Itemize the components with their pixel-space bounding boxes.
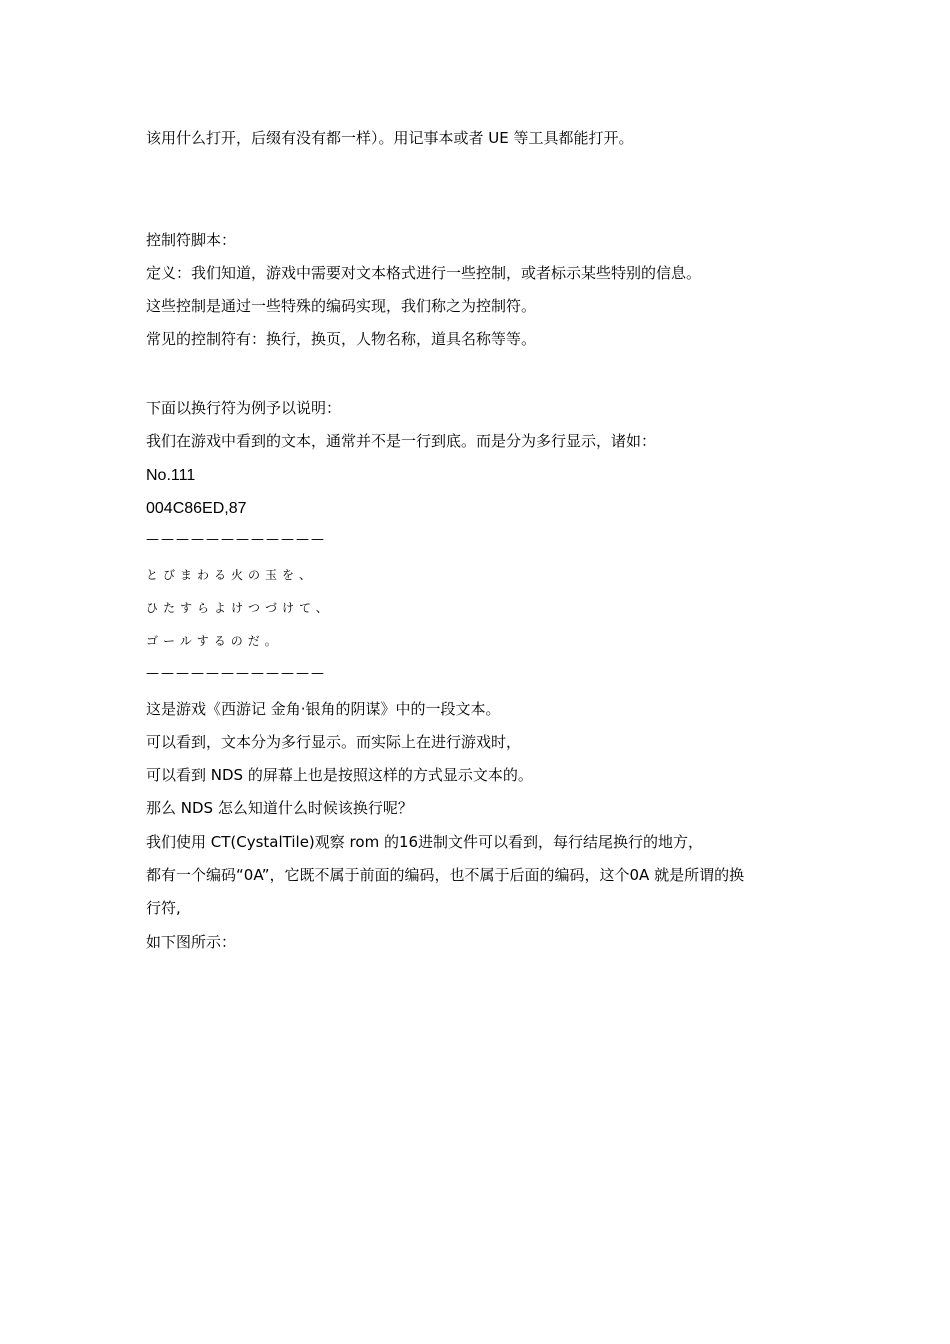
paragraph-hex-observation: 我们使用 CT(CystalTile)观察 rom 的16进制文件可以看到，每行结尾换行的地方， bbox=[146, 833, 704, 851]
paragraph-newline-char: 行符, bbox=[146, 899, 181, 917]
example-description: 我们在游戏中看到的文本，通常并不是一行到底。而是分为多行显示，诸如： bbox=[146, 432, 657, 450]
sample-number: No.111 bbox=[146, 467, 196, 484]
sample-japanese-line-2: ひたすらよけつづけて、 bbox=[146, 601, 333, 615]
sample-address: 004C86ED,87 bbox=[146, 500, 247, 517]
paragraph-nds-screen: 可以看到 NDS 的屏幕上也是按照这样的方式显示文本的。 bbox=[146, 766, 533, 784]
paragraph-question: 那么 NDS 怎么知道什么时候该换行呢？ bbox=[146, 799, 413, 817]
paragraph-source-game: 这是游戏《西游记 金角·银角的阴谋》中的一段文本。 bbox=[146, 700, 501, 718]
common-control-chars: 常见的控制符有：换行，换页，人物名称，道具名称等等。 bbox=[146, 330, 537, 348]
sample-japanese-line-3: ゴールするのだ。 bbox=[146, 634, 282, 648]
paragraph-figure-reference: 如下图所示： bbox=[146, 933, 237, 951]
definition-line-2: 这些控制是通过一些特殊的编码实现，我们称之为控制符。 bbox=[146, 297, 537, 315]
sample-rule-top: ———————————— bbox=[146, 532, 326, 547]
sample-japanese-line-1: とびまわる火の玉を、 bbox=[146, 568, 317, 582]
section-title: 控制符脚本： bbox=[146, 231, 237, 249]
paragraph-multiline-display: 可以看到，文本分为多行显示。而实际上在进行游戏时， bbox=[146, 733, 522, 751]
definition-line-1: 定义：我们知道，游戏中需要对文本格式进行一些控制，或者标示某些特别的信息。 bbox=[146, 264, 702, 282]
paragraph-0a-code: 都有一个编码“0A”，它既不属于前面的编码，也不属于后面的编码，这个0A 就是所谓的换 bbox=[146, 866, 745, 884]
intro-paragraph: 该用什么打开，后缀有没有都一样）。用记事本或者 UE 等工具都能打开。 bbox=[146, 129, 634, 147]
sample-rule-bottom: ———————————— bbox=[146, 666, 326, 681]
example-intro: 下面以换行符为例予以说明： bbox=[146, 399, 342, 417]
